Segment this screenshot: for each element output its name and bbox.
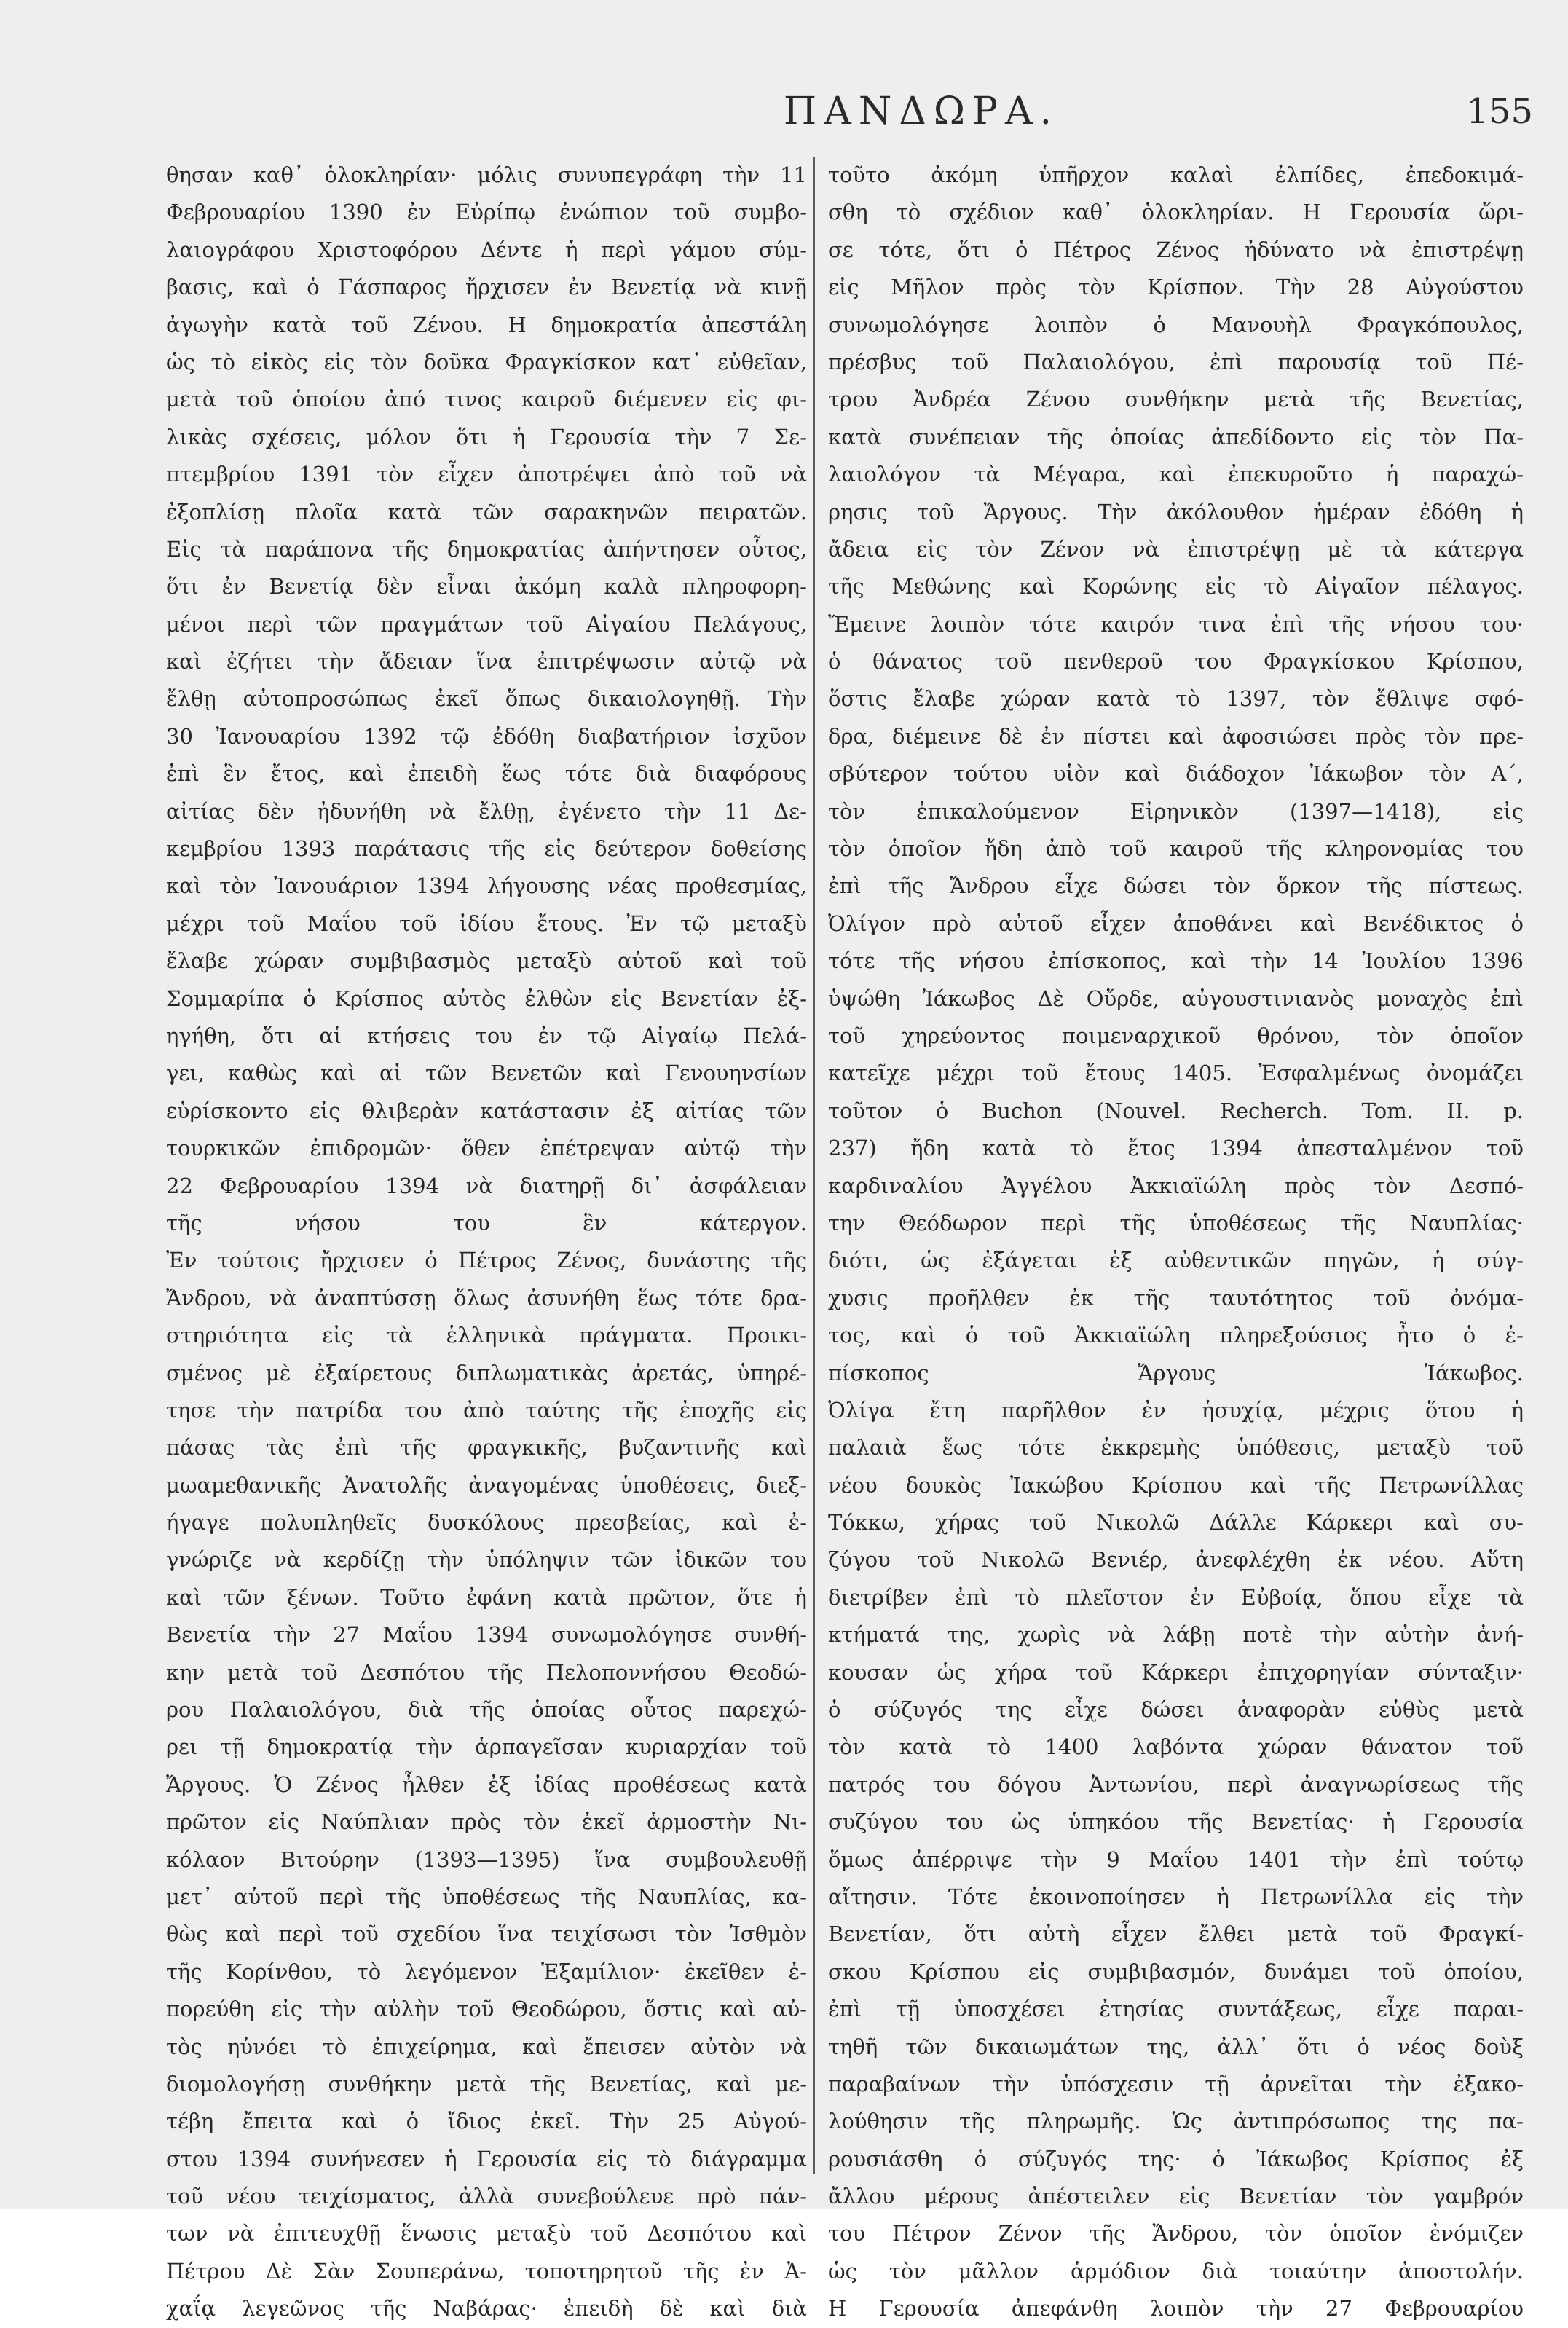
text-line: Ἔμεινε λοιπὸν τότε καιρόν τινα ἐπὶ τῆς νήσου του· [828,611,1524,637]
text-line: λούθησιν τῆς πληρωμῆς. Ὡς ἀντιπρόσωπος της πα- [828,2109,1524,2134]
text-line: σθη τὸ σχέδιον καθ᾽ ὁλοκληρίαν. Η Γερουσία ὥρι- [828,200,1524,225]
text-line: Ἄνδρου, νὰ ἀναπτύσσῃ ὅλως ἀσυνήθη ἕως τότε δρα- [166,1285,807,1310]
text-line: διότι, ὡς ἐξάγεται ἐξ αὐθεντικῶν πηγῶν, ἡ σύγ- [828,1248,1524,1273]
text-line: καὶ τὸν Ἰανουάριον 1394 λήγουσης νέας προθεσμίας, [166,873,807,899]
text-line: κατεῖχε μέχρι τοῦ ἔτους 1405. Ἐσφαλμένως ὀνομάζει [828,1061,1524,1086]
text-line: ρησις τοῦ Ἄργους. Τὴν ἀκόλουθον ἡμέραν ἐδόθη ἡ [828,499,1524,524]
text-line: κόλαον Βιτούρην (1393—1395) ἵνα συμβουλευθῇ [166,1847,807,1872]
text-line: ἐπὶ τῆς Ἄνδρου εἶχε δώσει τὸν ὅρκον τῆς πίστεως. [828,873,1524,899]
text-line: Ἐν τούτοις ἤρχισεν ὁ Πέτρος Ζένος, δυνάστης τῆς [166,1248,807,1273]
text-line: σμένος μὲ ἐξαίρετους διπλωματικὰς ἀρετάς, ὑπηρέ- [166,1360,807,1385]
text-line: διετρίβεν ἐπὶ τὸ πλεῖστον ἐν Εὐβοίᾳ, ὅπου εἶχε τὰ [828,1584,1524,1610]
text-line: ρουσιάσθη ὁ σύζυγός της· ὁ Ἰάκωβος Κρίσπος ἐξ [828,2146,1524,2171]
text-line: Ὀλίγον πρὸ αὐτοῦ εἶχεν ἀποθάνει καὶ Βενέδικτος ὁ [828,911,1524,936]
text-line: ηγήθη, ὅτι αἱ κτήσεις του ἐν τῷ Αἰγαίῳ Πελά- [166,1023,807,1048]
text-line: των νὰ ἐπιτευχθῇ ἕνωσις μεταξὺ τοῦ Δεσπότου καὶ [166,2221,807,2246]
text-line: εὑρίσκοντο εἰς θλιβερὰν κατάστασιν ἐξ αἰτίας τῶν [166,1098,807,1123]
text-line: τέβη ἔπειτα καὶ ὁ ἴδιος ἐκεῖ. Τὴν 25 Αὐγού- [166,2109,807,2134]
text-line: Εἰς τὰ παράπονα τῆς δημοκρατίας ἀπήντησεν οὗτος, [166,536,807,562]
text-line: Η Γερουσία ἀπεφάνθη λοιπὸν τὴν 27 Φεβρουαρίου [828,2296,1524,2321]
left-text-column [166,157,807,2321]
text-line: ὁ σύζυγός της εἶχε δώσει ἀναφορὰν εὐθὺς μετὰ [828,1697,1524,1723]
text-line: κουσαν ὡς χήρα τοῦ Κάρκερι ἐπιχορηγίαν σύνταξιν· [828,1659,1524,1685]
text-line: μέχρι τοῦ Μαΐου τοῦ ἰδίου ἔτους. Ἐν τῷ μεταξὺ [166,911,807,936]
text-line: Τόκκω, χήρας τοῦ Νικολῶ Δάλλε Κάρκερι καὶ συ- [828,1510,1524,1535]
text-line: μετὰ τοῦ ὁποίου ἀπό τινος καιροῦ διέμενεν εἰς φι- [166,387,807,412]
text-line: τρου Ἀνδρέα Ζένου συνθήκην μετὰ τῆς Βενετίας, [828,387,1524,412]
text-line: ἐπὶ τῇ ὑποσχέσει ἐτησίας συντάξεως, εἶχε παραι- [828,1997,1524,2022]
text-line: τῆς Κορίνθου, τὸ λεγόμενον Ἑξαμίλιον· ἐκεῖθεν ἐ- [166,1959,807,1984]
text-line: 237) ἤδη κατὰ τὸ ἔτος 1394 ἀπεσταλμένον τοῦ [828,1136,1524,1161]
text-line: ἔλθῃ αὐτοπροσώπως ἐκεῖ ὅπως δικαιολογηθῇ. Τὴν [166,686,807,712]
text-line: λαιολόγον τὰ Μέγαρα, καὶ ἐπεκυροῦτο ἡ παραχώ- [828,462,1524,487]
text-line: Βενετία τὴν 27 Μαΐου 1394 συνωμολόγησε συνθή- [166,1622,807,1648]
text-line: νέου δουκὸς Ἰακώβου Κρίσπου καὶ τῆς Πετρωνίλλας [828,1472,1524,1498]
text-line: καὶ ἐζήτει τὴν ἄδειαν ἵνα ἐπιτρέψωσιν αὐτῷ νὰ [166,649,807,675]
text-line: πάσας τὰς ἐπὶ τῆς φραγκικῆς, βυζαντινῆς καὶ [166,1435,807,1460]
text-line: πατρός του δόγου Ἀντωνίου, περὶ ἀναγνωρίσεως τῆς [828,1771,1524,1797]
running-title: ΠΑΝΔΩΡΑ. [783,90,1060,133]
text-line: ὅτι ἐν Βενετίᾳ δὲν εἶναι ἀκόμη καλὰ πληροφορη- [166,574,807,599]
text-line: χυσις προῆλθεν ἐκ τῆς ταυτότητος τοῦ ὀνόμα- [828,1285,1524,1310]
text-line: αἰτίας δὲν ἠδυνήθη νὰ ἔλθῃ, ἐγένετο τὴν 11 Δε- [166,798,807,824]
text-line: καὶ τῶν ξένων. Τοῦτο ἐφάνη κατὰ πρῶτον, ὅτε ἡ [166,1584,807,1610]
text-line: πίσκοπος Ἄργους Ἰάκωβος. [828,1360,1524,1385]
text-line: τοῦ νέου τειχίσματος, ἀλλὰ συνεβούλευε πρὸ πάν- [166,2184,807,2209]
text-line: σκου Κρίσπου εἰς συμβιβασμόν, δυνάμει τοῦ ὁποίου, [828,1959,1524,1984]
text-line: Ἄργους. Ὁ Ζένος ἦλθεν ἐξ ἰδίας προθέσεως κατὰ [166,1771,807,1797]
text-line: ὑψώθη Ἰάκωβος Δὲ Οὔρδε, αὐγουστινιανὸς μοναχὸς ἐπὶ [828,986,1524,1011]
text-line: πρῶτον εἰς Ναύπλιαν πρὸς τὸν ἐκεῖ ἁρμοστὴν Νι- [166,1809,807,1835]
text-line: τότε τῆς νήσου ἐπίσκοπος, καὶ τὴν 14 Ἰουλίου 1396 [828,948,1524,974]
text-line: ἐξοπλίσῃ πλοῖα κατὰ τῶν σαρακηνῶν πειρατῶν. [166,499,807,524]
text-line: Σομμαρίπα ὁ Κρίσπος αὐτὸς ἐλθὼν εἰς Βενετίαν ἐξ- [166,986,807,1011]
text-line: ἄλλου μέρους ἀπέστειλεν εἰς Βενετίαν τὸν γαμβρόν [828,2184,1524,2209]
text-line: σε τότε, ὅτι ὁ Πέτρος Ζένος ἠδύνατο νὰ ἐπιστρέψῃ [828,237,1524,262]
page-number: 155 [1466,91,1533,132]
right-text-column [828,157,1524,2321]
text-line: τὸν ἐπικαλούμενον Εἰρηνικὸν (1397—1418), εἰς [828,798,1524,824]
text-line: Ὀλίγα ἔτη παρῆλθον ἐν ἡσυχίᾳ, μέχρις ὅτου ἡ [828,1397,1524,1423]
text-line: ἄδεια εἰς τὸν Ζένον νὰ ἐπιστρέψῃ μὲ τὰ κάτεργα [828,536,1524,562]
text-line: τὸν ὁποῖον ἤδη ἀπὸ τοῦ καιροῦ τῆς κληρονομίας του [828,836,1524,862]
text-line: καρδιναλίου Ἀγγέλου Ἀκκιαϊώλη πρὸς τὸν Δεσπό- [828,1173,1524,1198]
text-line: συνωμολόγησε λοιπὸν ὁ Μανουὴλ Φραγκόπουλος, [828,312,1524,337]
text-line: 22 Φεβρουαρίου 1394 νὰ διατηρῇ δι᾽ ἀσφάλειαν [166,1173,807,1198]
text-line: τησε τὴν πατρίδα του ἀπὸ ταύτης τῆς ἐποχῆς εἰς [166,1397,807,1423]
text-line: ἀγωγὴν κατὰ τοῦ Ζένου. Η δημοκρατία ἀπεστάλη [166,312,807,337]
page-header [157,86,1540,144]
text-line: σβύτερον τούτου υἱὸν καὶ διάδοχον Ἰάκωβον τὸν Α΄, [828,761,1524,787]
text-line: τοῦτον ὁ Buchon (Nouvel. Recherch. Tom. II. p. [828,1098,1524,1123]
text-line: ὡς τὸ εἰκὸς εἰς τὸν δοῦκα Φραγκίσκον κατ᾽ εὐθεῖαν, [166,349,807,374]
text-line: βασις, καὶ ὁ Γάσπαρος ἤρχισεν ἐν Βενετίᾳ νὰ κινῇ [166,275,807,300]
text-line: ὡς τὸν μᾶλλον ἁρμόδιον διὰ τοιαύτην ἀποστολήν. [828,2258,1524,2284]
text-line: ἔλαβε χώραν συμβιβασμὸς μεταξὺ αὐτοῦ καὶ τοῦ [166,948,807,974]
text-line: τῆς Μεθώνης καὶ Κορώνης εἰς τὸ Αἰγαῖον πέλαγος. [828,574,1524,599]
text-line: θησαν καθ᾽ ὁλοκληρίαν· μόλις συνυπεγράφη τὴν 11 [166,162,807,187]
text-line: μένοι περὶ τῶν πραγμάτων τοῦ Αἰγαίου Πελάγους, [166,611,807,637]
text-line: κτήματά της, χωρὶς νὰ λάβῃ ποτὲ τὴν αὐτὴν ἀνή- [828,1622,1524,1648]
text-line: μωαμεθανικῆς Ἀνατολῆς ἀναγομένας ὑποθέσεις, διεξ- [166,1472,807,1498]
text-line: δρα, διέμεινε δὲ ἐν πίστει καὶ ἀφοσιώσει πρὸς τὸν πρε- [828,723,1524,749]
text-line: μετ᾽ αὐτοῦ περὶ τῆς ὑποθέσεως τῆς Ναυπλίας, κα- [166,1884,807,1909]
text-line: τηθῆ τῶν δικαιωμάτων της, ἀλλ᾽ ὅτι ὁ νέος δοὺξ [828,2034,1524,2059]
text-line: τῆς νήσου του ἓν κάτεργον. [166,1210,807,1235]
text-line: κεμβρίου 1393 παράτασις τῆς εἰς δεύτερον δοθείσης [166,836,807,862]
text-line: λικὰς σχέσεις, μόλον ὅτι ἡ Γερουσία τὴν 7 Σε- [166,424,807,449]
text-line: ζύγου τοῦ Νικολῶ Βενιέρ, ἀνεφλέχθη ἐκ νέου. Αὕτη [828,1547,1524,1573]
text-line: θὼς καὶ περὶ τοῦ σχεδίου ἵνα τειχίσωσι τὸν Ἰσθμὸν [166,1922,807,1947]
text-line: τὸς ηὐνόει τὸ ἐπιχείρημα, καὶ ἔπεισεν αὐτὸν νὰ [166,2034,807,2059]
text-line: ὅστις ἔλαβε χώραν κατὰ τὸ 1397, τὸν ἔθλιψε σφό- [828,686,1524,712]
text-line: συζύγου του ὡς ὑπηκόου τῆς Βενετίας· ἡ Γερουσία [828,1809,1524,1835]
text-line: 30 Ἰανουαρίου 1392 τῷ ἐδόθη διαβατήριον ἰσχῦον [166,723,807,749]
text-line: ρου Παλαιολόγου, διὰ τῆς ὁποίας οὗτος παρεχώ- [166,1697,807,1723]
text-line: τος, καὶ ὁ τοῦ Ἀκκιαϊώλη πληρεξούσιος ἦτο ὁ ἐ- [828,1323,1524,1348]
text-line: στου 1394 συνήνεσεν ἡ Γερουσία εἰς τὸ διάγραμμα [166,2146,807,2171]
text-line: τοῦτο ἀκόμη ὑπῆρχον καλαὶ ἐλπίδες, ἐπεδοκιμά- [828,162,1524,187]
text-line: στηριότητα εἰς τὰ ἑλληνικὰ πράγματα. Προικι- [166,1323,807,1348]
text-line: ὅμως ἀπέρριψε τὴν 9 Μαΐου 1401 τὴν ἐπὶ τούτῳ [828,1847,1524,1872]
text-line: Πέτρου Δὲ Σὰν Σουπεράνω, τοποτηρητοῦ τῆς ἐν Ἀ- [166,2258,807,2284]
text-line: κατὰ συνέπειαν τῆς ὁποίας ἀπεδίδοντο εἰς τὸν Πα- [828,424,1524,449]
text-line: γνώριζε νὰ κερδίζῃ τὴν ὑπόληψιν τῶν ἰδικῶν του [166,1547,807,1573]
text-line: ἐπὶ ἓν ἔτος, καὶ ἐπειδὴ ἕως τότε διὰ διαφόρους [166,761,807,787]
text-line: Φεβρουαρίου 1390 ἐν Εὐρίπῳ ἐνώπιον τοῦ συμβο- [166,200,807,225]
text-line: την Θεόδωρον περὶ τῆς ὑποθέσεως τῆς Ναυπλίας· [828,1210,1524,1235]
column-divider [813,157,815,2174]
text-line: ρει τῇ δημοκρατίᾳ τὴν ἁρπαγεῖσαν κυριαρχίαν τοῦ [166,1734,807,1760]
text-line: τουρκικῶν ἐπιδρομῶν· ὅθεν ἐπέτρεψαν αὐτῷ τὴν [166,1136,807,1161]
text-line: αἴτησιν. Τότε ἐκοινοποίησεν ἡ Πετρωνίλλα εἰς τὴν [828,1884,1524,1909]
text-line: γει, καθὼς καὶ αἱ τῶν Βενετῶν καὶ Γενουηνσίων [166,1061,807,1086]
text-line: πρέσβυς τοῦ Παλαιολόγου, ἐπὶ παρουσίᾳ τοῦ Πέ- [828,349,1524,374]
text-line: Βενετίαν, ὅτι αὐτὴ εἶχεν ἔλθει μετὰ τοῦ Φραγκί- [828,1922,1524,1947]
text-line: τὸν κατὰ τὸ 1400 λαβόντα χώραν θάνατον τοῦ [828,1734,1524,1760]
text-line: παλαιὰ ἕως τότε ἐκκρεμὴς ὑπόθεσις, μεταξὺ τοῦ [828,1435,1524,1460]
text-line: ήγαγε πολυπληθεῖς δυσκόλους πρεσβείας, καὶ ἐ- [166,1510,807,1535]
text-line: πορεύθη εἰς τὴν αὐλὴν τοῦ Θεοδώρου, ὅστις καὶ αὐ- [166,1997,807,2022]
text-line: πτεμβρίου 1391 τὸν εἶχεν ἀποτρέψει ἀπὸ τοῦ νὰ [166,462,807,487]
text-line: κην μετὰ τοῦ Δεσπότου τῆς Πελοποννήσου Θεοδώ- [166,1659,807,1685]
text-line: τοῦ χηρεύοντος ποιμεναρχικοῦ θρόνου, τὸν ὁποῖον [828,1023,1524,1048]
text-line: ὁ θάνατος τοῦ πενθεροῦ του Φραγκίσκου Κρίσπου, [828,649,1524,675]
text-line: λαιογράφου Χριστοφόρου Δέντε ἡ περὶ γάμου σύμ- [166,237,807,262]
text-line: διομολογήσῃ συνθήκην μετὰ τῆς Βενετίας, καὶ με- [166,2071,807,2096]
text-line: παραβαίνων τὴν ὑπόσχεσιν τῇ ἀρνεῖται τὴν ἐξακο- [828,2071,1524,2096]
text-line: εἰς Μῆλον πρὸς τὸν Κρίσπον. Τὴν 28 Αὐγούστου [828,275,1524,300]
text-line: χαΐᾳ λεγεῶνος τῆς Ναβάρας· ἐπειδὴ δὲ καὶ διὰ [166,2296,807,2321]
text-line: του Πέτρον Ζένον τῆς Ἄνδρου, τὸν ὁποῖον ἐνόμιζεν [828,2221,1524,2246]
